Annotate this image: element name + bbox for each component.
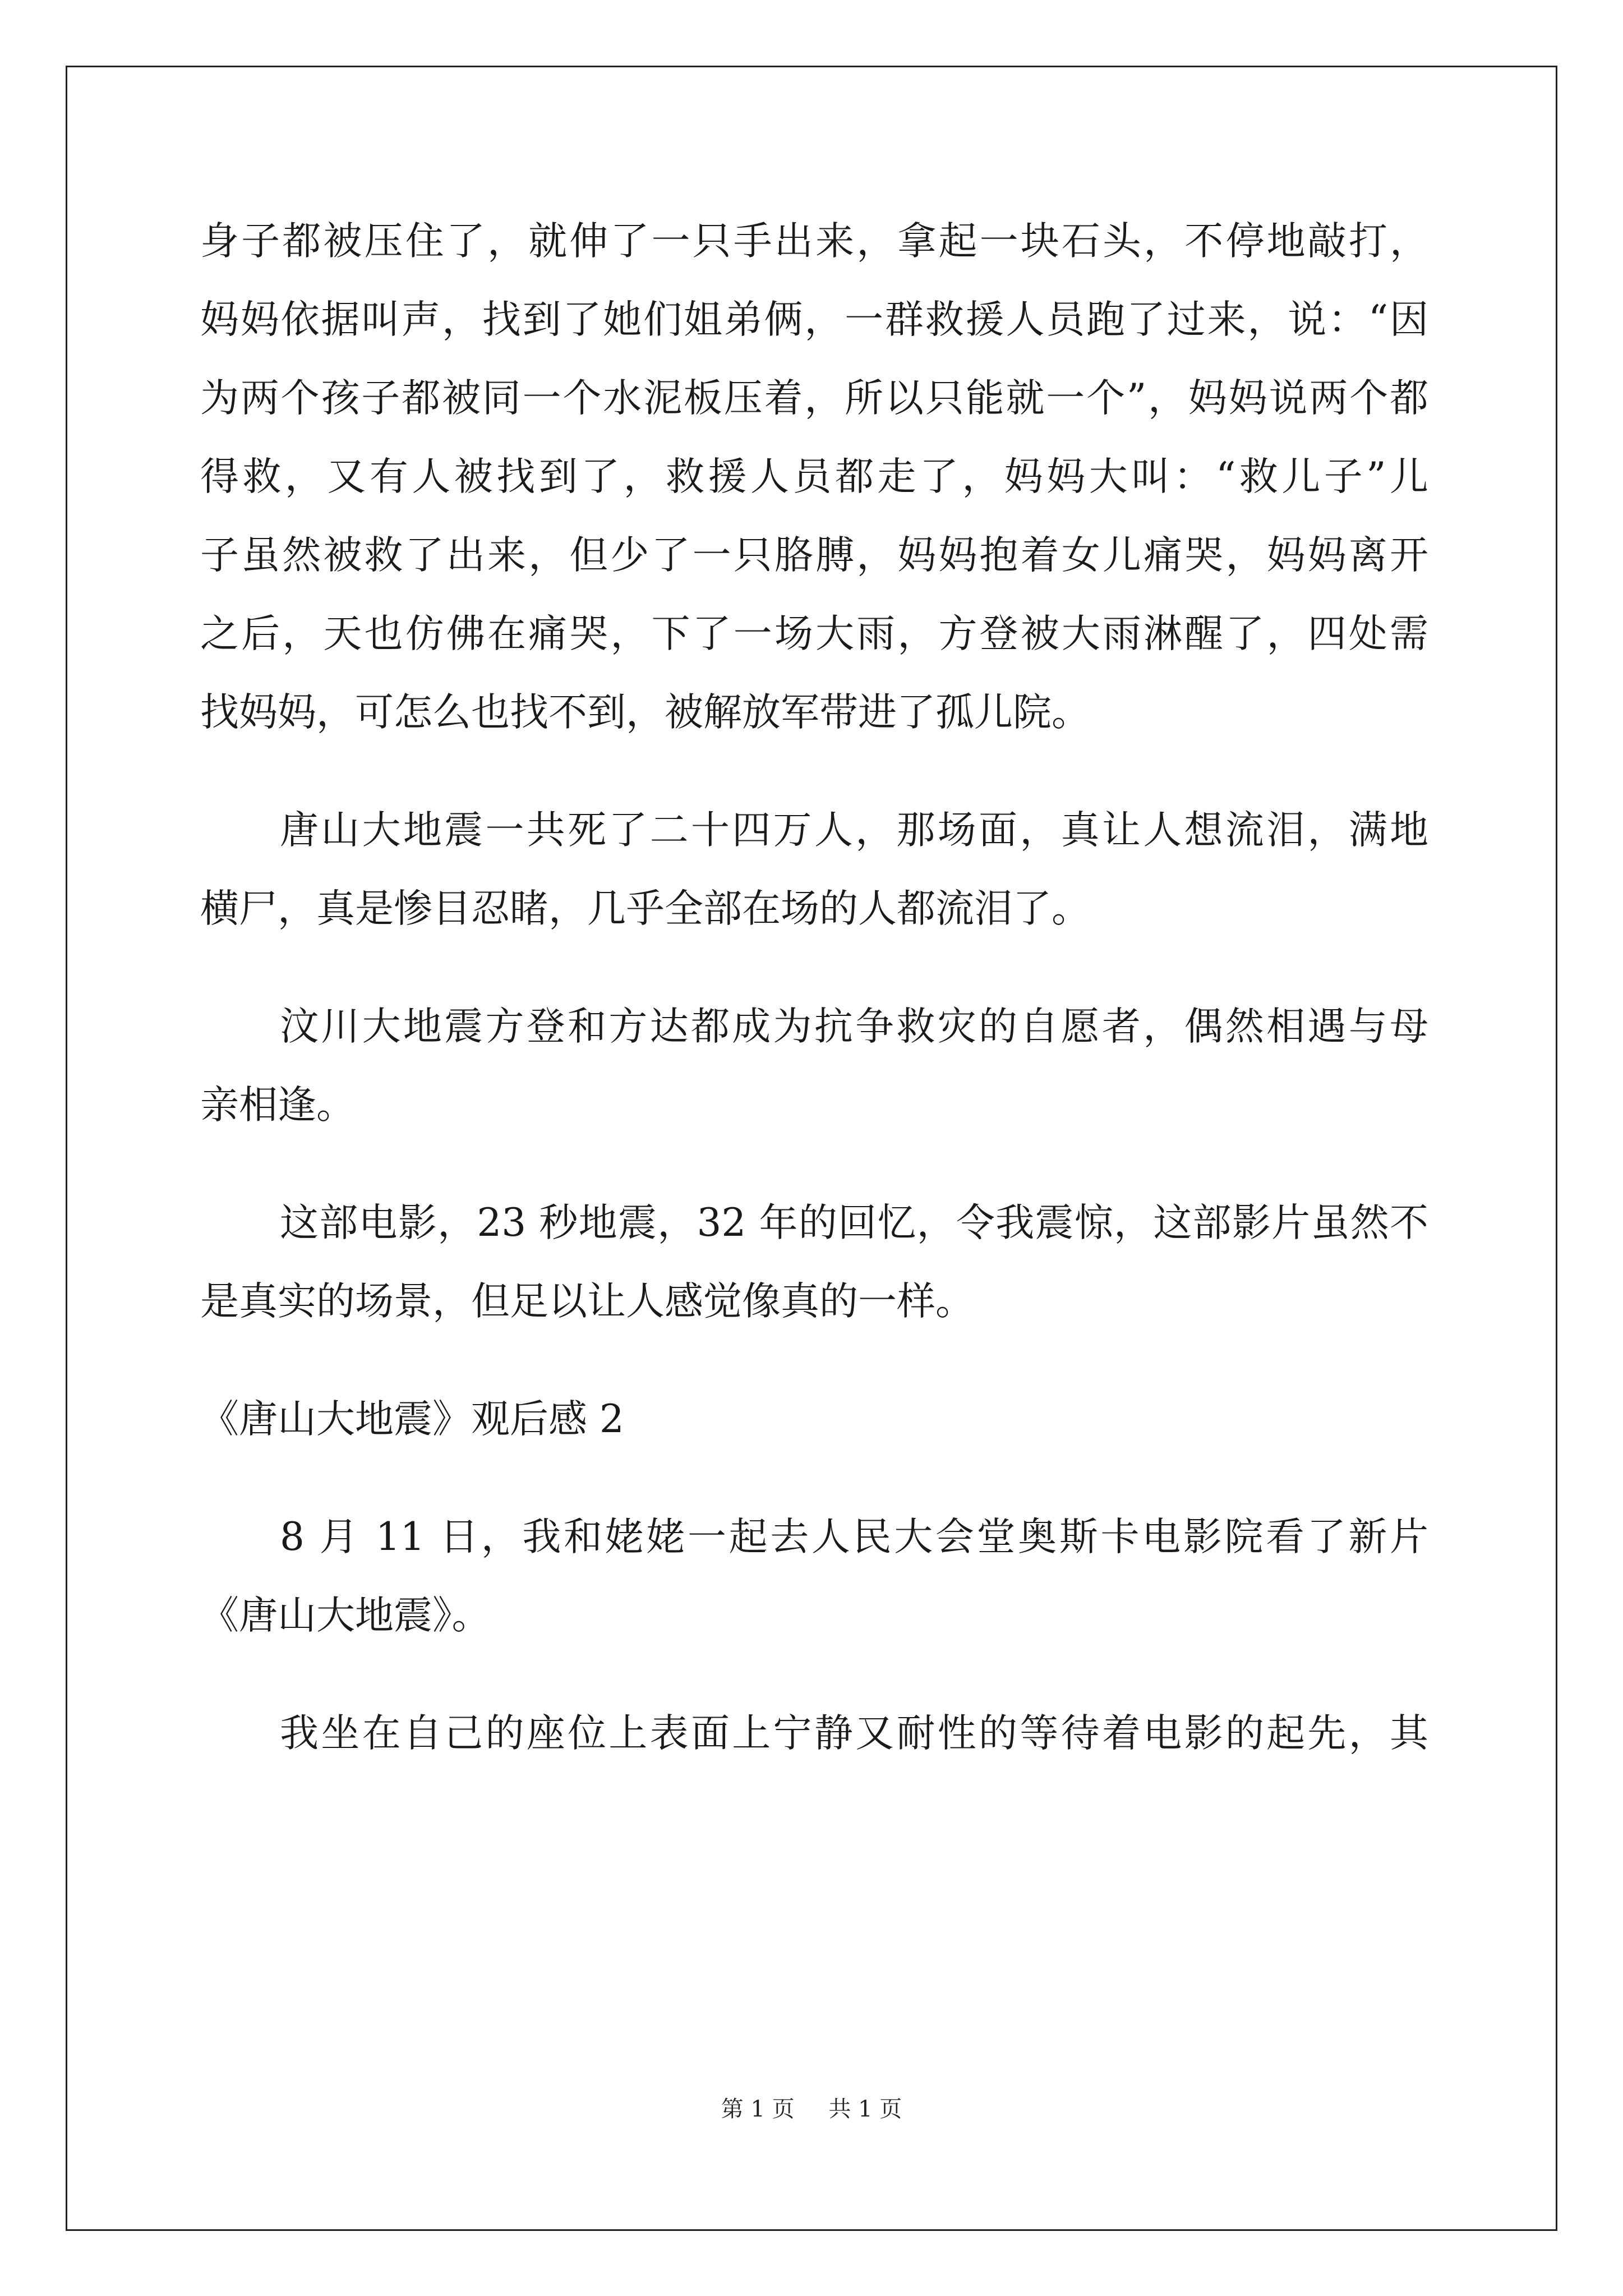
text-line: 之后，天也仿佛在痛哭，下了一场大雨，方登被大雨淋醒了，四处需	[200, 611, 1428, 656]
text-line: 我坐在自己的座位上表面上宁静又耐性的等待着电影的起先，其	[280, 1711, 1428, 1756]
text-line: 得救，又有人被找到了，救援人员都走了，妈妈大叫：“救儿子”儿	[200, 454, 1428, 499]
page-number: 第 1 页	[721, 2096, 795, 2122]
text-line: 汶川大地震方登和方达都成为抗争救灾的自愿者，偶然相遇与母	[280, 1004, 1428, 1049]
paragraph-gap	[200, 1341, 1428, 1380]
paragraph-gap	[200, 1144, 1428, 1184]
page-footer	[0, 2091, 1623, 2123]
paragraph-gap	[200, 1655, 1428, 1694]
text-line: 子虽然被救了出来，但少了一只胳膊，妈妈抱着女儿痛哭，妈妈离开	[200, 533, 1428, 578]
page-total: 共 1 页	[828, 2096, 902, 2122]
text-line: 妈妈依据叫声，找到了她们姐弟俩，一群救援人员跑了过来，说：“因	[200, 297, 1428, 342]
section-heading: 《唐山大地震》观后感 2	[200, 1397, 624, 1442]
text-line: 找妈妈，可怎么也找不到，被解放军带进了孤儿院。	[200, 690, 1090, 735]
text-line: 《唐山大地震》。	[200, 1593, 491, 1638]
text-line: 8 月 11 日，我和姥姥一起去人民大会堂奥斯卡电影院看了新片	[280, 1515, 1428, 1559]
paragraph-gap	[200, 752, 1428, 791]
text-line: 唐山大地震一共死了二十四万人，那场面，真让人想流泪，满地	[280, 808, 1428, 853]
text-line: 亲相逢。	[200, 1083, 355, 1128]
document-body	[200, 202, 1428, 1773]
paragraph-block	[200, 1498, 1428, 1773]
text-line: 身子都被压住了，就伸了一只手出来，拿起一块石头，不停地敲打，	[200, 219, 1428, 264]
spacer	[200, 1458, 1428, 1498]
text-line: 是真实的场景，但足以让人感觉像真的一样。	[200, 1279, 974, 1324]
text-line: 横尸，真是惨目忍睹，几乎全部在场的人都流泪了。	[200, 886, 1090, 931]
paragraph-gap	[200, 948, 1428, 987]
text-line: 为两个孩子都被同一个水泥板压着，所以只能就一个”，妈妈说两个都	[200, 376, 1428, 421]
text-line: 这部电影，23 秒地震，32 年的回忆，令我震惊，这部影片虽然不	[280, 1200, 1428, 1245]
paragraph-block	[200, 202, 1428, 1380]
